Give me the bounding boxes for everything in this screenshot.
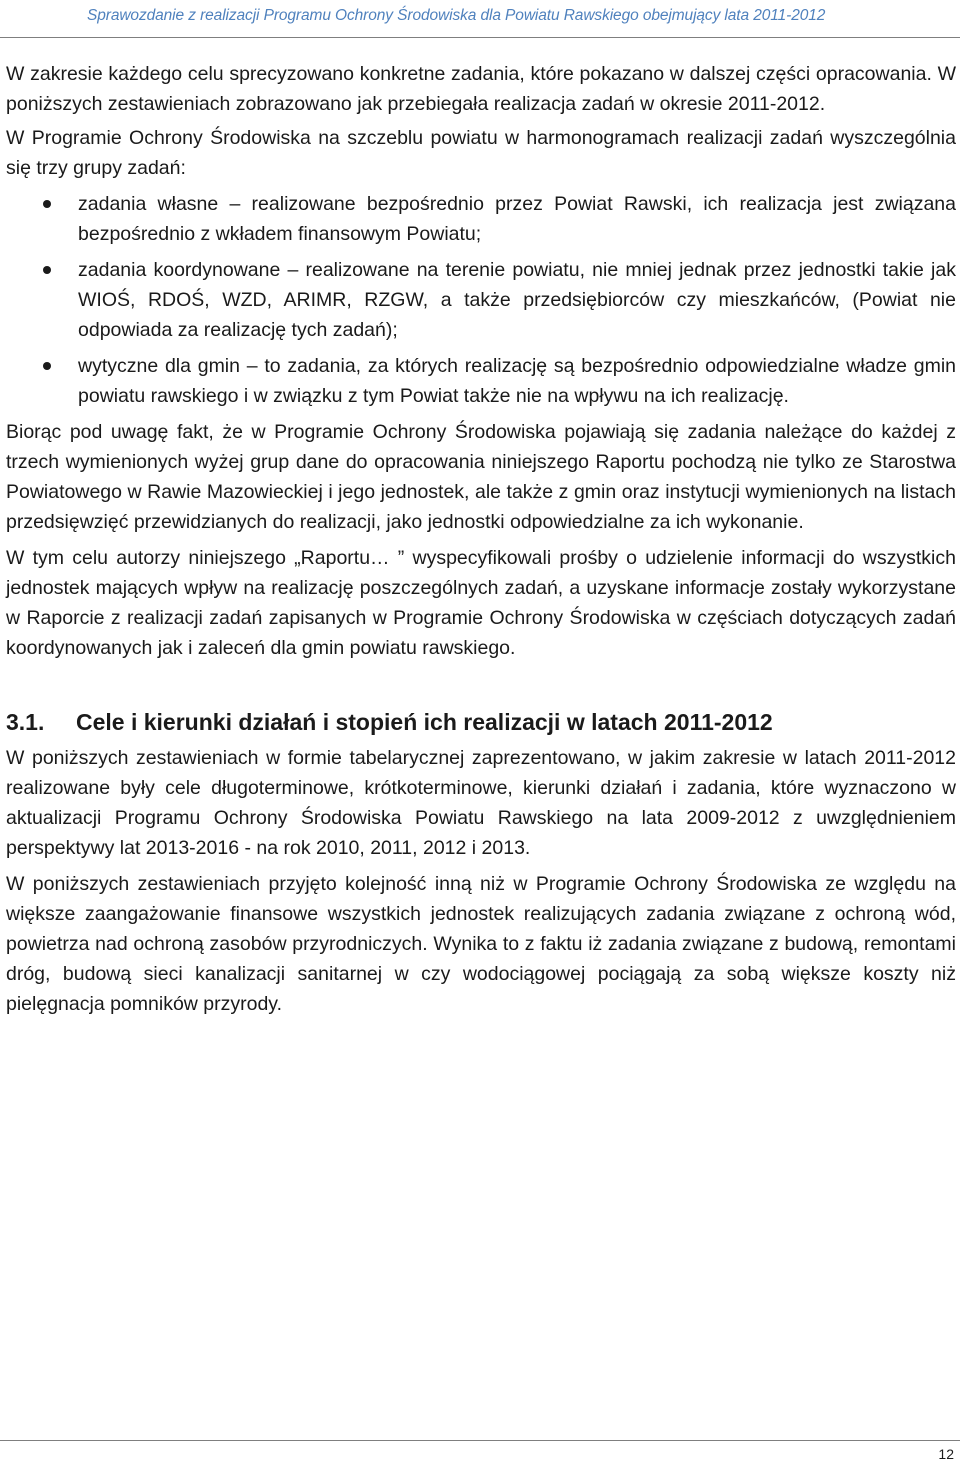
bullet-icon xyxy=(43,362,51,370)
list-item-text: zadania własne – realizowane bezpośrednio przez Powiat Rawski, ich realizacja jest związana bezpośrednio z wkładem finansowym Powiatu; xyxy=(78,193,956,245)
running-title: Sprawozdanie z realizacji Programu Ochrony Środowiska dla Powiatu Rawskiego obejmujący lata 2011-2012 xyxy=(87,7,826,24)
page-number: 12 xyxy=(938,1446,954,1462)
paragraph: W zakresie każdego celu sprecyzowano konkretne zadania, które pokazano w dalszej części opracowania. W poniższych zestawieniach zobrazowano jak przebiegała realizacja zadań w okresie 2011-2012. xyxy=(6,63,956,115)
footer-rule xyxy=(0,1440,960,1441)
bullet-icon xyxy=(43,266,51,274)
list-item xyxy=(6,255,956,345)
list-item-text: zadania koordynowane – realizowane na terenie powiatu, nie mniej jednak przez jednostki takie jak WIOŚ, RDOŚ, WZD, ARIMR, RZGW, a także przedsiębiorców czy mieszkańców, (Powiat nie odpowiada za realizację tych zadań); xyxy=(78,259,956,341)
section-title: Cele i kierunki działań i stopień ich realizacji w latach 2011-2012 xyxy=(76,709,773,735)
document-body xyxy=(6,59,956,1025)
list-item xyxy=(6,351,956,411)
task-group-list xyxy=(6,189,956,411)
paragraph: W Programie Ochrony Środowiska na szczeblu powiatu w harmonogramach realizacji zadań wyszczególnia się trzy grupy zadań: xyxy=(6,127,956,179)
paragraph: Biorąc pod uwagę fakt, że w Programie Ochrony Środowiska pojawiają się zadania należące do każdej z trzech wymienionych wyżej grup dane do opracowania niniejszego Raportu pochodzą nie tylko ze Starostwa Powiatowego w Rawie Mazowieckiej i jego jednostek, ale także z gmin oraz instytucji wymienionych na listach przedsięwzięć przewidzianych do realizacji, jako jednostki odpowiedzialne za ich wykonanie. xyxy=(6,421,956,533)
paragraph: W poniższych zestawieniach w formie tabelarycznej zaprezentowano, w jakim zakresie w latach 2011-2012 realizowane były cele długoterminowe, krótkoterminowe, kierunki działań i zadania, które wyznaczono w aktualizacji Programu Ochrony Środowiska Powiatu Rawskiego na lata 2009-2012 z uwzględnieniem perspektywy lat 2013-2016 - na rok 2010, 2011, 2012 i 2013. xyxy=(6,747,956,859)
list-item-text: wytyczne dla gmin – to zadania, za których realizację są bezpośrednio odpowiedzialne władze gmin powiatu rawskiego i w związku z tym Powiat także nie na wpływu na ich realizację. xyxy=(78,355,956,407)
paragraph: W tym celu autorzy niniejszego „Raportu… ” wyspecyfikowali prośby o udzielenie informacji do wszystkich jednostek mających wpływ na realizację poszczególnych zadań, a uzyskane informacje zostały wykorzystane w Raporcie z realizacji zadań zapisanych w Programie Ochrony Środowiska w częściach dotyczących zadań koordynowanych jak i zaleceń dla gmin powiatu rawskiego. xyxy=(6,547,956,659)
list-item xyxy=(6,189,956,249)
section-number: 3.1. xyxy=(6,709,45,735)
page-header xyxy=(0,0,960,38)
bullet-icon xyxy=(43,200,51,208)
section-heading xyxy=(6,705,956,739)
paragraph: W poniższych zestawieniach przyjęto kolejność inną niż w Programie Ochrony Środowiska ze względu na większe zaangażowanie finansowe wszystkich jednostek realizujących zadania związane z ochroną wód, powietrza nad ochroną zasobów przyrodniczych. Wynika to z faktu iż zadania związane z budową, remontami dróg, budową sieci kanalizacji sanitarnej w czy wodociągowej pociągają za sobą większe koszty niż pielęgnacja pomników przyrody. xyxy=(6,873,956,1015)
